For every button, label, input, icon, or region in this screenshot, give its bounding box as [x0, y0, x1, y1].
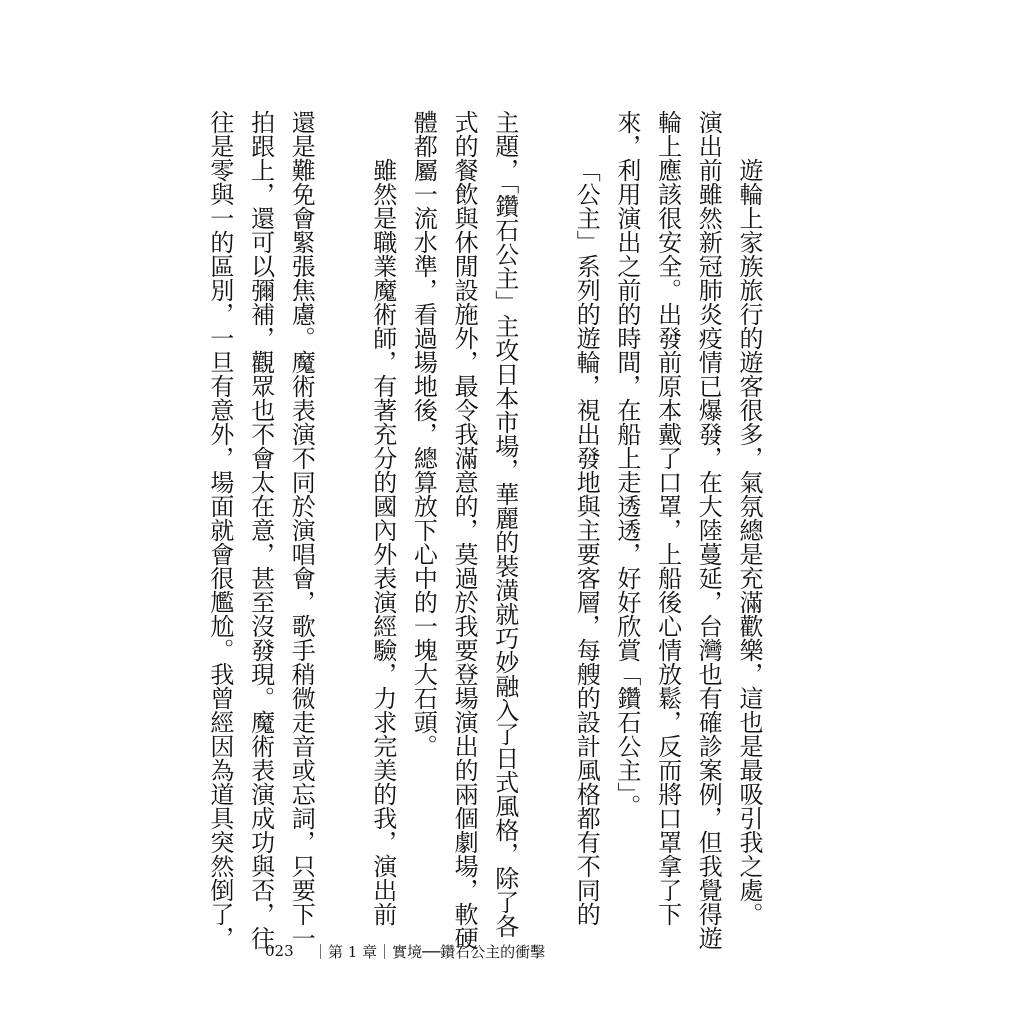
text-line: 主題，「鑽石公主」主攻日本市場，華麗的裝潢就巧妙融入了日式風格，除了各	[490, 110, 519, 938]
text-line: 來，利用演出之前的時間，在船上走透透，好好欣賞「鑽石公主」。	[612, 110, 641, 818]
text-line: 拍跟上，還可以彌補，觀眾也不會太在意，甚至沒發現。魔術表演成功與否，往	[246, 110, 275, 950]
page-number: 023	[265, 942, 294, 960]
page-footer	[265, 940, 545, 962]
text-line: 輪上應該很安全。出發前原本戴了口罩，上船後心情放鬆，反而將口罩拿了下	[653, 110, 682, 926]
text-line: 雖然是職業魔術師，有著充分的國內外表演經驗，力求完美的我，演出前	[368, 158, 397, 926]
text-line: 還是難免會緊張焦慮。魔術表演不同於演唱會，歌手稍微走音或忘詞，只要下一	[287, 110, 316, 950]
running-head: ｜第 1 章｜實境──鑽石公主的衝擊	[313, 942, 546, 961]
vertical-text-body	[199, 110, 769, 950]
text-line: 遊輪上家族旅行的遊客很多，氣氛總是充滿歡樂，這也是最吸引我之處。	[735, 158, 763, 926]
text-line: 「公主」系列的遊輪，視出發地與主要客層，每艘的設計風格都有不同的	[572, 158, 601, 926]
text-line: 式的餐飲與休閒設施外，最令我滿意的，莫過於我要登場演出的兩個劇場，軟硬	[450, 110, 479, 950]
text-line: 演出前雖然新冠肺炎疫情已爆發，在大陸蔓延，台灣也有確診案例，但我覺得遊	[694, 110, 723, 950]
text-line: 體都屬一流水準，看過場地後，總算放下心中的一塊大石頭。	[409, 110, 438, 758]
text-line: 往是零與一的區別，一旦有意外，場面就會很尷尬。我曾經因為道具突然倒了，	[205, 110, 234, 950]
